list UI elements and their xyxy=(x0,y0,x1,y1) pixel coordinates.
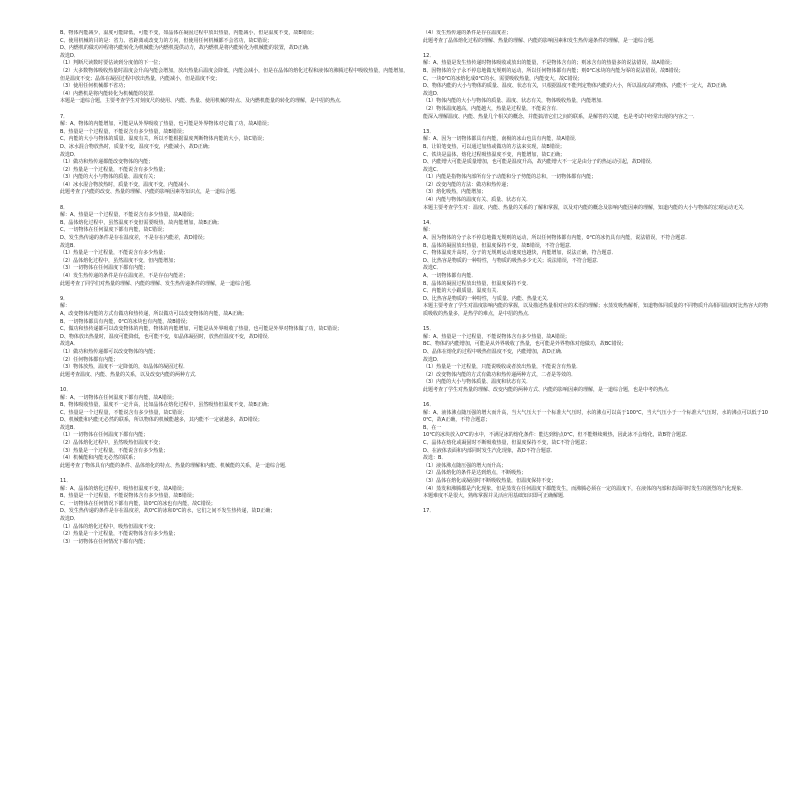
text-line: 11． xyxy=(60,478,72,485)
text-line: （1）热量是一个过程量，只能说吸收或者放出热量，不能说含有热量． xyxy=(423,364,582,371)
text-line: D、内能增大可能是质量增加，也可能是温度升高，故内能增大不一定是由分子的热运动引起，故D错误． xyxy=(423,159,656,166)
text-line xyxy=(423,395,772,403)
text-line: D、比热容是物质的一种特性，与物质的吸热多少无关；说法错误，不符合题意． xyxy=(423,257,602,264)
text-line: C、内能的大小与物体的质量、温度有关，所以不能根据温度判断物体内能的大小，故C错误； xyxy=(60,136,267,143)
text-line: （1）做功和热传递都能改变物体的内能； xyxy=(60,159,154,166)
text-line: 本题是一道综合题，主要考查学生对刻度尺的使用、内能、热量、使用机械的特点、及内燃机能量的转化的理解，是中招的热点． xyxy=(60,98,346,105)
text-line: B、一切物体都具有内能，0℃的冰块也有内能，故B错误； xyxy=(60,318,191,325)
text-line: 解：A、热量是一个过程量，不能说含有多少热量，故A错误； xyxy=(60,212,197,219)
text-line: （3）熔化吸热，内能增加； xyxy=(423,189,487,196)
text-line: C、热量是一个过程量，不能说含有多少热量，故C错误； xyxy=(60,409,187,416)
text-line: 7． xyxy=(60,113,69,120)
text-line: C、一块0℃的冰熔化成0℃的水，需要吸收热量，内能变大，故C错误； xyxy=(423,75,583,82)
text-line: （3）一切物体在任何情况下都有内能； xyxy=(60,538,149,545)
text-line: D、冰水混合物放热时，质量不变，温度不变，内能减小，故D正确； xyxy=(60,143,213,150)
text-line: 故选D． xyxy=(423,356,442,363)
text-line: （1）判断尺读数时要估读到分度值的下一位； xyxy=(60,60,164,67)
text-line: （4）发生热传递的条件是存在温度差； xyxy=(423,30,512,36)
text-line: （2）热量是一个过程量，不能说物体含有多少热量； xyxy=(60,531,179,538)
text-line: C、物体温度升高时，分子的无规则运动速度也越快，内能增加，说法正确，符合题意． xyxy=(423,250,617,257)
text-line: 此题考查了同学们对热量的理解、内能的理解、发生热传递条件的理解，是一道综合题． xyxy=(60,280,256,287)
text-line: 10． xyxy=(60,386,72,393)
text-line: B、晶体的凝固放出热量，但温度保持不变，故B错误，不符合题意． xyxy=(423,242,575,249)
text-line xyxy=(60,288,409,296)
text-line: D、比热容是物质的一种特性，与质量、内能、热量无关． xyxy=(423,295,552,302)
text-line: 12． xyxy=(423,52,435,59)
text-line: 故选C． xyxy=(423,265,442,272)
text-line: （4）发生热传递的条件是存在温度差，不是存在内能差； xyxy=(60,273,189,279)
text-line: （1）一切物体在任何温度下都有内能； xyxy=(60,432,149,439)
text-line: B、晶体熔化过程中，虽然温度不变但需要吸热，故内能增加，故B正确； xyxy=(60,219,222,226)
text-line xyxy=(60,106,409,114)
text-line: 故选A． xyxy=(60,341,79,348)
text-line: B、物体吸收热量，温度不一定升高，比如晶体在熔化过程中，虽然吸热但温度不变，故B正确； xyxy=(60,402,272,409)
text-line: C、铁块是晶体，熔化过程吸热温度不变，内能增加，故C正确； xyxy=(423,151,565,158)
text-line: 解： xyxy=(423,227,434,234)
text-line: 故选D． xyxy=(423,90,442,97)
text-line: B、让铅笔变热，可以通过加热或做功的方法来实现，故B错误； xyxy=(423,143,565,150)
text-line: （2）物体温度越高，内能越大，热量是过程量，不能说含有． xyxy=(423,105,562,112)
text-line: 17． xyxy=(423,508,435,515)
text-line: C、一切物体在任何情况下都有内能，故0℃的冰也有内能，故C错误； xyxy=(60,500,216,507)
text-line: 此题考查了晶体熔化过程的理解、热量的理解、内能的影响因素和发生热传递条件的理解，是一道综合题． xyxy=(423,37,659,44)
text-line: （1）做功和热传递都可以改变物体的内能； xyxy=(60,348,159,355)
text-line xyxy=(423,501,772,509)
text-line: （3）热量是一个过程量，不能说含有多少热量； xyxy=(60,447,169,454)
text-line xyxy=(60,470,409,478)
left-column xyxy=(60,30,409,786)
text-line: B、在一 xyxy=(423,424,442,431)
text-line: D、发生热传递的条件是存在温度差，不是存在内能差，故D错误； xyxy=(60,235,208,242)
text-line: 解：A、液体沸点随压强的增大而升高，当大气压大于一个标准大气压时，水的沸点可以高于100℃，当大气压小于一个标准大气压时，水的沸点可以低于100℃，故A正确，不符合题意； xyxy=(423,409,768,424)
text-line: B、热量是一个过程量，不能说含有多少热量，故B错误； xyxy=(60,128,187,135)
text-line xyxy=(60,379,409,387)
text-line: （4）内能与物体的温度有关、质量、状态有关． xyxy=(423,197,532,204)
text-line: 解： xyxy=(60,303,71,310)
text-line: BC、物体的内能增加，可能是从外界吸收了热量，也可能是外界物体对他做功，故BC错误； xyxy=(423,341,627,348)
text-line xyxy=(423,212,772,220)
text-line: （3）内能的大小与物体质量、温度和状态有关． xyxy=(423,379,532,386)
text-line: 故选B． xyxy=(60,424,79,431)
text-line: （4）机械能和内能无必然的联系； xyxy=(60,455,139,462)
text-line: （2）晶体熔化过程中，虽然吸热但温度不变； xyxy=(60,440,164,447)
text-line: C、内能的大小跟质量、温度有关． xyxy=(423,288,502,295)
text-line: 能深入理解温度、内能、热量几个相关的概念，并能搞清它们之间的联系，是解答的关键，也是考试中经常出现的内容之一． xyxy=(423,113,699,120)
text-line: 本题主要考查了学生对温度影响内能的掌握，以及描述热量相对应的术语的理解；水蒸发吸热解析，知道物体同质量的不同物质升高相同温度时比热容大的物质吸收的热量多，是热学的难点，是中招的热点． xyxy=(423,303,769,317)
text-line: 解：A、因为一切物体都具有内能，南极的冰山也具有内能，故A错误． xyxy=(423,136,580,143)
text-line: B、物体内能减少，温度可能降低，可能不变，如晶体在凝固过程中放出热量，内能减小，但是温度不变，故B错误； xyxy=(60,30,317,36)
text-line xyxy=(423,121,772,129)
text-line: （2）改变内能的方法：做功和热传递； xyxy=(423,181,512,188)
text-line: （4）内燃机是将内能转化为机械能的装置． xyxy=(60,90,159,97)
text-line: 故选D． xyxy=(60,151,79,158)
text-line: 16． xyxy=(423,402,435,409)
text-line xyxy=(60,197,409,205)
text-line: C、一切物体在任何温度下都有内能，故C错误； xyxy=(60,227,167,234)
text-line: D、晶体在熔化的过程中吸热但温度不变，内能增加，故D正确． xyxy=(423,348,566,355)
text-line: （2）改变物体内能的方式有做功和热传递两种方式，二者是等效的． xyxy=(423,371,577,378)
text-line xyxy=(423,45,772,53)
text-line: D、在液体表面和内部同时发生汽化现象，故D不符合题意． xyxy=(423,447,556,454)
text-line: 本题难度不是很大，熟练掌握并灵活应用基础知识即可正确解题． xyxy=(423,493,569,500)
text-line: 解：A、一切物体在任何温度下都有内能，故A错误； xyxy=(60,394,177,401)
text-line: （3）内能的大小与物体的质量、温度有关； xyxy=(60,174,159,181)
text-line: 解：A、热量是发生热传递时物体吸收或放出的能量，不是物体含有的；则冰含有的热量多的说法错误，故A错误； xyxy=(423,60,675,67)
text-line: （3）晶体在熔化或凝固时不断吸收热量，但温度保持不变； xyxy=(423,478,557,485)
text-line: 10℃的冰块放入0℃的水中，不满足冰的熔化条件：能达到熔点0℃，但不能继续吸热，因此冰不会熔化，故B符合题意． xyxy=(423,432,692,439)
text-line: 故选C． xyxy=(423,166,442,173)
text-line: 本题主要考查学生对：温度、内能、热量的关系的了解和掌握，以及对内能的概念及影响内能因素的理解，知道内能的大小与物体的宏观运动无关． xyxy=(423,204,749,211)
text-line: （3）物体放热，温度不一定降低的，如晶体的凝固过程． xyxy=(60,364,189,371)
text-line: （3）使用任何机械都不省功； xyxy=(60,83,129,90)
text-line: 9． xyxy=(60,295,69,302)
text-line: 故选D． xyxy=(60,52,79,59)
text-line: （2）任何物体都有内能； xyxy=(60,356,119,363)
text-line: 故选B． xyxy=(60,242,79,249)
text-line: （4）冰水混合物放热时，质量不变，温度不变，内能减小． xyxy=(60,181,194,188)
text-line: B、热量是一个过程量，不能说物体含有多少热量，故B错误； xyxy=(60,493,197,500)
text-line: 此题考查了物体具有内能的条件、晶体熔化的特点、热量的理解和内能、机械能的关系，是一道综合题． xyxy=(60,462,291,469)
text-line: （3）一切物体在任何温度下都有内能； xyxy=(60,265,149,272)
text-line: 解：A、物体的内能增加，可能是从外界吸收了热量，也可能是外界物体对它做了功，故A错误； xyxy=(60,121,272,128)
text-line: （4）蒸发和沸腾都是汽化现象，但是蒸发在任何温度下都能发生，而沸腾必须在一定的温度下，在液体的内部和表面同时发生的剧烈的汽化现象． xyxy=(423,485,747,492)
text-line: 此题考查了学生对热量的理解、改变内能的两种方式、内能的影响因素的理解，是一道综合题，也是中考的热点． xyxy=(423,386,674,393)
text-line: 故选：B． xyxy=(423,455,447,462)
text-line: （1）热量是一个过程量，不能说含有多少热量； xyxy=(60,250,169,257)
text-line: 故选D． xyxy=(60,516,79,522)
text-line: 解：A、晶体的熔化过程中，吸热但温度不变，故A错误； xyxy=(60,485,187,492)
text-line: 此题考查温度、内能、热量的关系，以及改变内能的两种方式． xyxy=(60,371,201,378)
text-line xyxy=(423,319,772,327)
text-line: 此题考查了内能的改变、热量的理解、内能的影响因素等知识点，是一道综合题． xyxy=(60,189,241,196)
text-line: （1）内能是指物体内部所有分子动能和分子势能的总和，一切物体都有内能； xyxy=(423,174,597,181)
text-line: A、改变物体内能的方式有做功和热传递，所以做功可以改变物体的内能，故A正确； xyxy=(60,310,247,317)
text-line: （2）晶体熔化的条件是达到熔点，不断吸热； xyxy=(423,470,527,477)
text-line: C、晶体在熔化或凝固时不断吸收热量，但温度保持不变，故C不符合题意； xyxy=(423,440,590,447)
text-line: D、物体放出热量时，温度可能降低，也可能不变，如晶体凝固时，放热但温度不变，故D错误． xyxy=(60,333,273,340)
text-line: B、晶体的凝固过程放出热量，但温度保持不变． xyxy=(423,280,532,287)
right-column xyxy=(423,30,772,786)
text-line: （2）热量是一个过程量，不能说含有多少热量； xyxy=(60,166,169,173)
text-line: B、因物体的分子永不停息地做无规则的运动，所以任何物体都有内能；则0℃冰块的内能为零的说法错误，故B错误； xyxy=(423,67,684,74)
text-line: A、一切物体都有内能． xyxy=(423,273,477,279)
text-line: （1）物体内能的大小与物体的质量、温度、状态有关，物体吸收热量，内能增加． xyxy=(423,98,607,105)
text-line: 15． xyxy=(423,326,435,333)
text-line: D、内燃机的做功冲程将内能转化为机械能为内燃机提供动力，故内燃机是将内能转化为机械能的装置，故D正确． xyxy=(60,45,313,52)
text-line: 解：A、热量是一个过程量，不能说物体含有多少热量，故A错误； xyxy=(423,333,570,340)
text-line: （1）晶体的熔化过程中，吸热但温度不变； xyxy=(60,523,159,530)
text-line: （1）液体沸点随压强的增大而升高； xyxy=(423,462,507,469)
text-line: D、机械能和内能无必然的联系，所以物体的机械能越多，其内能不一定就越多，故D错误； xyxy=(60,417,263,424)
text-line: （2）大多数物体吸收热量时温度会升高内能会增加，放出热量后温度会降低，内能会减小，但是在晶体的熔化过程和液体的沸腾过程中吸收热量，内能增加，但是温度不变；晶体在凝固过程中放出热量，内能减小，但是温度不变； xyxy=(60,67,409,82)
text-line: C、使用机械的目的是：省力、省距离或改变力的方向，但使用任何机械都不会省功，故C错误； xyxy=(60,37,272,44)
text-line: C、做功和热传递都可以改变物体的内能，物体的内能增加，可能是从外界吸收了热量，也可能是外界对物体做了功，故C错误； xyxy=(60,326,342,333)
text-line: 13． xyxy=(423,128,435,135)
text-line: 14． xyxy=(423,219,435,226)
text-line: （2）晶体熔化过程中，虽然温度不变，但内能增加； xyxy=(60,257,179,264)
text-line: A、因为物体的分子永不停息地做无规则的运动，所以任何物体都有内能，0℃的冰仍具有内能，说法错误，不符合题意． xyxy=(423,235,691,242)
text-line: D、发生热传递的条件是存在温度差，故0℃的冰和0℃的水，它们之间不发生热传递，故D正确； xyxy=(60,508,276,515)
text-line: 8． xyxy=(60,204,69,211)
text-line: D、物体内能的大小与物体的质量、温度、状态有关，只根据温度不能判定物体内能的大小，所以温度高的物体，内能不一定大，故D正确． xyxy=(423,83,731,90)
